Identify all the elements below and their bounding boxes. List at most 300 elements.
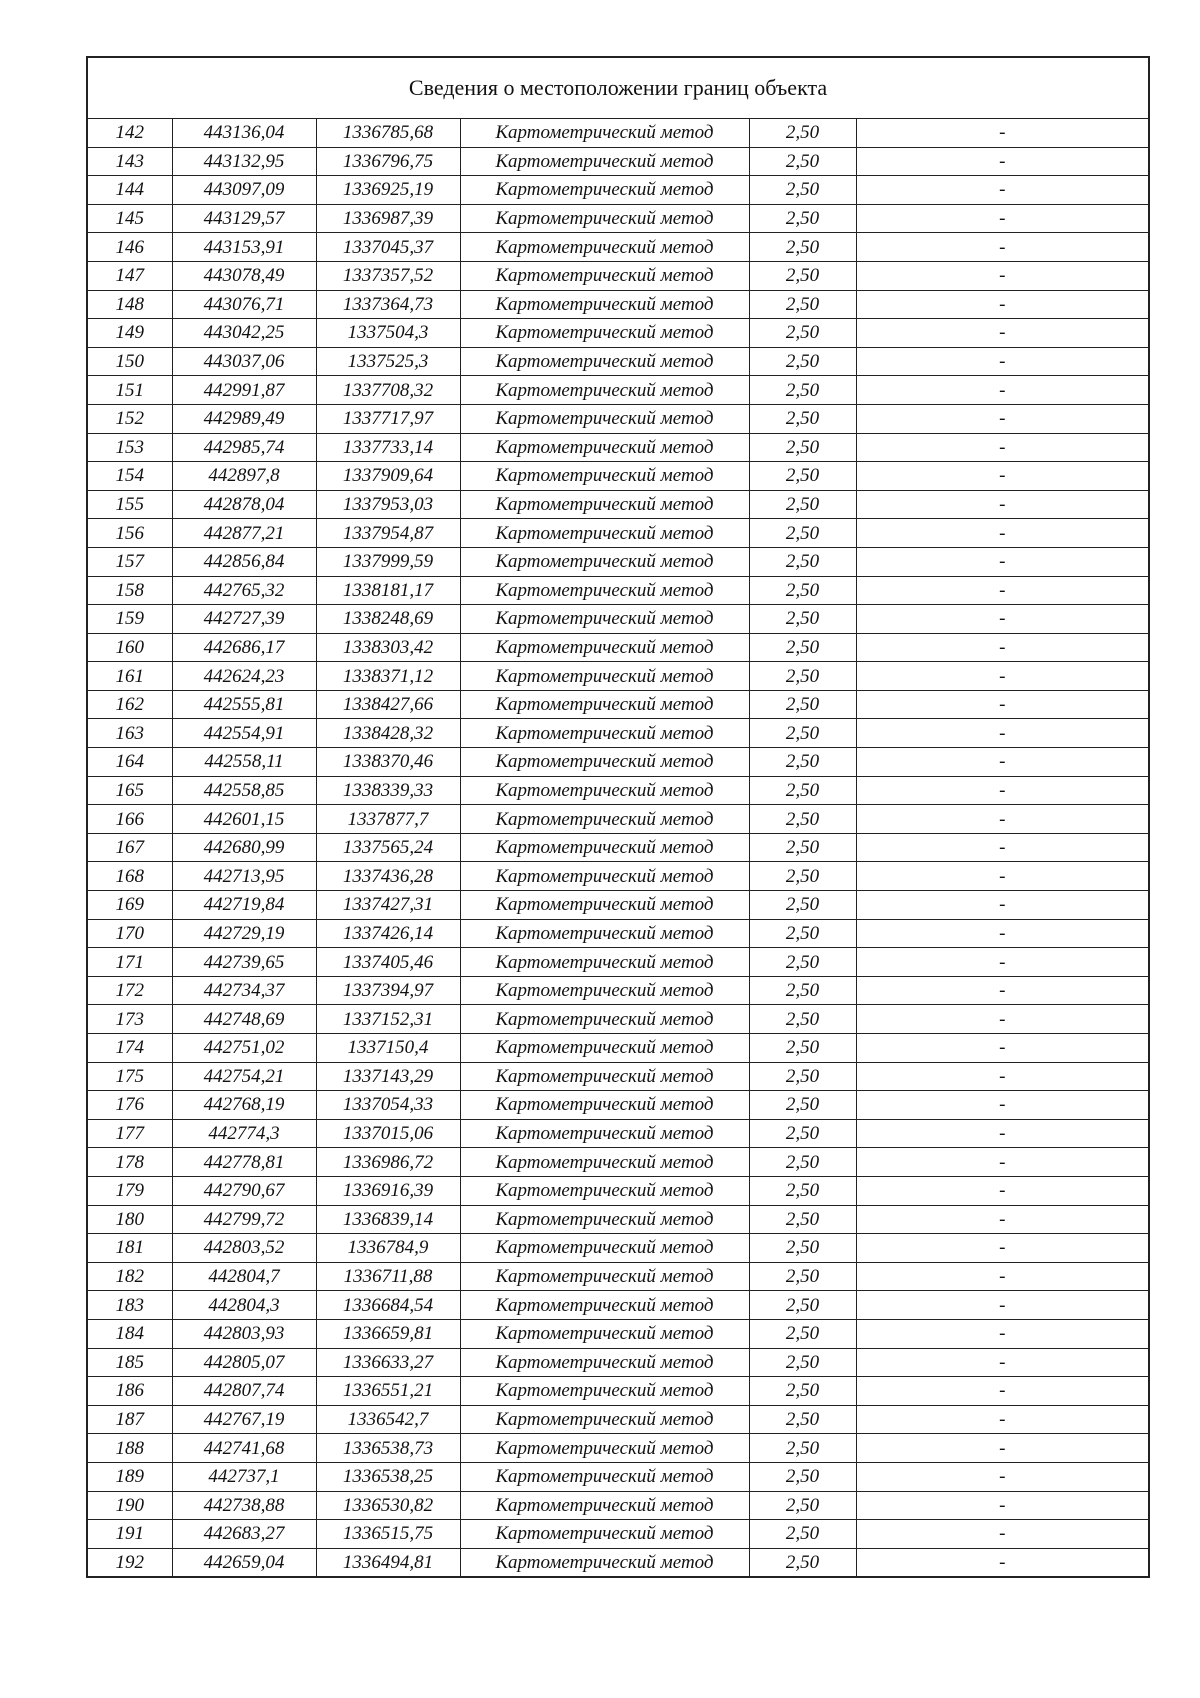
accuracy-cell: 2,50 <box>749 547 856 576</box>
point-number-cell: 178 <box>87 1148 172 1177</box>
method-cell: Картометрический метод <box>460 948 749 977</box>
accuracy-cell: 2,50 <box>749 1034 856 1063</box>
method-cell: Картометрический метод <box>460 290 749 319</box>
accuracy-cell: 2,50 <box>749 1348 856 1377</box>
table-row <box>87 347 1149 376</box>
note-cell: - <box>856 805 1149 834</box>
point-number-cell: 170 <box>87 919 172 948</box>
accuracy-cell: 2,50 <box>749 290 856 319</box>
accuracy-cell: 2,50 <box>749 1548 856 1577</box>
accuracy-cell: 2,50 <box>749 948 856 977</box>
y-coordinate-cell: 1336538,73 <box>316 1434 460 1463</box>
method-cell: Картометрический метод <box>460 1148 749 1177</box>
note-cell: - <box>856 1034 1149 1063</box>
method-cell: Картометрический метод <box>460 404 749 433</box>
table-row <box>87 862 1149 891</box>
note-cell: - <box>856 290 1149 319</box>
accuracy-cell: 2,50 <box>749 1377 856 1406</box>
y-coordinate-cell: 1337999,59 <box>316 547 460 576</box>
y-coordinate-cell: 1336986,72 <box>316 1148 460 1177</box>
method-cell: Картометрический метод <box>460 891 749 920</box>
y-coordinate-cell: 1336684,54 <box>316 1291 460 1320</box>
y-coordinate-cell: 1336633,27 <box>316 1348 460 1377</box>
method-cell: Картометрический метод <box>460 1405 749 1434</box>
accuracy-cell: 2,50 <box>749 261 856 290</box>
point-number-cell: 183 <box>87 1291 172 1320</box>
accuracy-cell: 2,50 <box>749 462 856 491</box>
note-cell: - <box>856 1319 1149 1348</box>
note-cell: - <box>856 1262 1149 1291</box>
table-row <box>87 490 1149 519</box>
point-number-cell: 179 <box>87 1176 172 1205</box>
y-coordinate-cell: 1336987,39 <box>316 204 460 233</box>
x-coordinate-cell: 443042,25 <box>172 319 316 348</box>
x-coordinate-cell: 442686,17 <box>172 633 316 662</box>
note-cell: - <box>856 319 1149 348</box>
method-cell: Картометрический метод <box>460 147 749 176</box>
point-number-cell: 146 <box>87 233 172 262</box>
y-coordinate-cell: 1338371,12 <box>316 662 460 691</box>
x-coordinate-cell: 442804,7 <box>172 1262 316 1291</box>
x-coordinate-cell: 443129,57 <box>172 204 316 233</box>
method-cell: Картометрический метод <box>460 119 749 148</box>
point-number-cell: 144 <box>87 176 172 205</box>
y-coordinate-cell: 1337364,73 <box>316 290 460 319</box>
table-row <box>87 1119 1149 1148</box>
note-cell: - <box>856 1091 1149 1120</box>
accuracy-cell: 2,50 <box>749 1319 856 1348</box>
y-coordinate-cell: 1337394,97 <box>316 976 460 1005</box>
note-cell: - <box>856 1234 1149 1263</box>
table-row <box>87 1520 1149 1549</box>
table-row <box>87 1548 1149 1577</box>
x-coordinate-cell: 442738,88 <box>172 1491 316 1520</box>
x-coordinate-cell: 443136,04 <box>172 119 316 148</box>
y-coordinate-cell: 1337405,46 <box>316 948 460 977</box>
method-cell: Картометрический метод <box>460 519 749 548</box>
x-coordinate-cell: 442751,02 <box>172 1034 316 1063</box>
note-cell: - <box>856 862 1149 891</box>
accuracy-cell: 2,50 <box>749 776 856 805</box>
table-row <box>87 1434 1149 1463</box>
point-number-cell: 154 <box>87 462 172 491</box>
point-number-cell: 161 <box>87 662 172 691</box>
table-row <box>87 1062 1149 1091</box>
note-cell: - <box>856 1205 1149 1234</box>
table-row <box>87 1405 1149 1434</box>
table-row <box>87 290 1149 319</box>
x-coordinate-cell: 442804,3 <box>172 1291 316 1320</box>
accuracy-cell: 2,50 <box>749 576 856 605</box>
accuracy-cell: 2,50 <box>749 233 856 262</box>
note-cell: - <box>856 261 1149 290</box>
method-cell: Картометрический метод <box>460 261 749 290</box>
x-coordinate-cell: 443037,06 <box>172 347 316 376</box>
table-row <box>87 261 1149 290</box>
point-number-cell: 181 <box>87 1234 172 1263</box>
x-coordinate-cell: 442554,91 <box>172 719 316 748</box>
x-coordinate-cell: 442713,95 <box>172 862 316 891</box>
method-cell: Картометрический метод <box>460 662 749 691</box>
boundary-coordinates-sheet <box>86 56 1148 1578</box>
y-coordinate-cell: 1337708,32 <box>316 376 460 405</box>
note-cell: - <box>856 891 1149 920</box>
table-body <box>87 57 1149 1577</box>
y-coordinate-cell: 1336659,81 <box>316 1319 460 1348</box>
method-cell: Картометрический метод <box>460 1348 749 1377</box>
y-coordinate-cell: 1337357,52 <box>316 261 460 290</box>
table-row <box>87 748 1149 777</box>
note-cell: - <box>856 490 1149 519</box>
accuracy-cell: 2,50 <box>749 1091 856 1120</box>
y-coordinate-cell: 1337954,87 <box>316 519 460 548</box>
accuracy-cell: 2,50 <box>749 204 856 233</box>
note-cell: - <box>856 776 1149 805</box>
method-cell: Картометрический метод <box>460 1062 749 1091</box>
table-row <box>87 776 1149 805</box>
note-cell: - <box>856 376 1149 405</box>
note-cell: - <box>856 147 1149 176</box>
accuracy-cell: 2,50 <box>749 519 856 548</box>
method-cell: Картометрический метод <box>460 690 749 719</box>
table-row <box>87 462 1149 491</box>
x-coordinate-cell: 442799,72 <box>172 1205 316 1234</box>
x-coordinate-cell: 442768,19 <box>172 1091 316 1120</box>
x-coordinate-cell: 442856,84 <box>172 547 316 576</box>
y-coordinate-cell: 1337427,31 <box>316 891 460 920</box>
accuracy-cell: 2,50 <box>749 319 856 348</box>
method-cell: Картометрический метод <box>460 1262 749 1291</box>
method-cell: Картометрический метод <box>460 1377 749 1406</box>
method-cell: Картометрический метод <box>460 462 749 491</box>
method-cell: Картометрический метод <box>460 719 749 748</box>
accuracy-cell: 2,50 <box>749 433 856 462</box>
point-number-cell: 175 <box>87 1062 172 1091</box>
note-cell: - <box>856 1462 1149 1491</box>
point-number-cell: 180 <box>87 1205 172 1234</box>
accuracy-cell: 2,50 <box>749 1062 856 1091</box>
x-coordinate-cell: 442790,67 <box>172 1176 316 1205</box>
table-title: Сведения о местоположении границ объекта <box>87 57 1149 119</box>
table-row <box>87 690 1149 719</box>
x-coordinate-cell: 442754,21 <box>172 1062 316 1091</box>
method-cell: Картометрический метод <box>460 319 749 348</box>
method-cell: Картометрический метод <box>460 347 749 376</box>
point-number-cell: 150 <box>87 347 172 376</box>
note-cell: - <box>856 748 1149 777</box>
point-number-cell: 143 <box>87 147 172 176</box>
note-cell: - <box>856 1291 1149 1320</box>
method-cell: Картометрический метод <box>460 1005 749 1034</box>
method-cell: Картометрический метод <box>460 1520 749 1549</box>
note-cell: - <box>856 233 1149 262</box>
y-coordinate-cell: 1337436,28 <box>316 862 460 891</box>
method-cell: Картометрический метод <box>460 633 749 662</box>
point-number-cell: 182 <box>87 1262 172 1291</box>
x-coordinate-cell: 443153,91 <box>172 233 316 262</box>
point-number-cell: 167 <box>87 833 172 862</box>
method-cell: Картометрический метод <box>460 1091 749 1120</box>
note-cell: - <box>856 462 1149 491</box>
accuracy-cell: 2,50 <box>749 1005 856 1034</box>
table-row <box>87 919 1149 948</box>
y-coordinate-cell: 1337733,14 <box>316 433 460 462</box>
x-coordinate-cell: 442739,65 <box>172 948 316 977</box>
y-coordinate-cell: 1337054,33 <box>316 1091 460 1120</box>
accuracy-cell: 2,50 <box>749 1119 856 1148</box>
boundary-coordinates-table <box>86 56 1150 1578</box>
y-coordinate-cell: 1336796,75 <box>316 147 460 176</box>
note-cell: - <box>856 1377 1149 1406</box>
note-cell: - <box>856 1405 1149 1434</box>
point-number-cell: 148 <box>87 290 172 319</box>
y-coordinate-cell: 1336785,68 <box>316 119 460 148</box>
x-coordinate-cell: 442558,11 <box>172 748 316 777</box>
y-coordinate-cell: 1337426,14 <box>316 919 460 948</box>
method-cell: Картометрический метод <box>460 1434 749 1463</box>
note-cell: - <box>856 719 1149 748</box>
method-cell: Картометрический метод <box>460 1319 749 1348</box>
point-number-cell: 189 <box>87 1462 172 1491</box>
table-row <box>87 1005 1149 1034</box>
accuracy-cell: 2,50 <box>749 1176 856 1205</box>
table-row <box>87 1291 1149 1320</box>
x-coordinate-cell: 442897,8 <box>172 462 316 491</box>
table-row <box>87 233 1149 262</box>
x-coordinate-cell: 442555,81 <box>172 690 316 719</box>
y-coordinate-cell: 1336538,25 <box>316 1462 460 1491</box>
point-number-cell: 158 <box>87 576 172 605</box>
x-coordinate-cell: 442989,49 <box>172 404 316 433</box>
x-coordinate-cell: 442778,81 <box>172 1148 316 1177</box>
y-coordinate-cell: 1337152,31 <box>316 1005 460 1034</box>
method-cell: Картометрический метод <box>460 776 749 805</box>
note-cell: - <box>856 1434 1149 1463</box>
note-cell: - <box>856 1348 1149 1377</box>
point-number-cell: 162 <box>87 690 172 719</box>
table-row <box>87 1176 1149 1205</box>
table-row <box>87 891 1149 920</box>
method-cell: Картометрический метод <box>460 805 749 834</box>
table-row <box>87 147 1149 176</box>
method-cell: Картометрический метод <box>460 233 749 262</box>
method-cell: Картометрический метод <box>460 376 749 405</box>
point-number-cell: 147 <box>87 261 172 290</box>
y-coordinate-cell: 1338428,32 <box>316 719 460 748</box>
table-row <box>87 1234 1149 1263</box>
point-number-cell: 171 <box>87 948 172 977</box>
y-coordinate-cell: 1337909,64 <box>316 462 460 491</box>
point-number-cell: 160 <box>87 633 172 662</box>
table-row <box>87 1262 1149 1291</box>
note-cell: - <box>856 605 1149 634</box>
point-number-cell: 151 <box>87 376 172 405</box>
table-row <box>87 547 1149 576</box>
x-coordinate-cell: 443076,71 <box>172 290 316 319</box>
table-row <box>87 1091 1149 1120</box>
note-cell: - <box>856 976 1149 1005</box>
table-row <box>87 319 1149 348</box>
x-coordinate-cell: 442601,15 <box>172 805 316 834</box>
point-number-cell: 169 <box>87 891 172 920</box>
method-cell: Картометрический метод <box>460 862 749 891</box>
x-coordinate-cell: 442807,74 <box>172 1377 316 1406</box>
table-row <box>87 1491 1149 1520</box>
accuracy-cell: 2,50 <box>749 1434 856 1463</box>
x-coordinate-cell: 442878,04 <box>172 490 316 519</box>
table-row <box>87 1205 1149 1234</box>
point-number-cell: 156 <box>87 519 172 548</box>
note-cell: - <box>856 690 1149 719</box>
y-coordinate-cell: 1336916,39 <box>316 1176 460 1205</box>
accuracy-cell: 2,50 <box>749 719 856 748</box>
point-number-cell: 173 <box>87 1005 172 1034</box>
note-cell: - <box>856 1148 1149 1177</box>
method-cell: Картометрический метод <box>460 1291 749 1320</box>
y-coordinate-cell: 1338303,42 <box>316 633 460 662</box>
note-cell: - <box>856 176 1149 205</box>
y-coordinate-cell: 1336530,82 <box>316 1491 460 1520</box>
y-coordinate-cell: 1337150,4 <box>316 1034 460 1063</box>
accuracy-cell: 2,50 <box>749 1291 856 1320</box>
method-cell: Картометрический метод <box>460 433 749 462</box>
table-row <box>87 376 1149 405</box>
point-number-cell: 191 <box>87 1520 172 1549</box>
accuracy-cell: 2,50 <box>749 662 856 691</box>
x-coordinate-cell: 443097,09 <box>172 176 316 205</box>
point-number-cell: 176 <box>87 1091 172 1120</box>
method-cell: Картометрический метод <box>460 576 749 605</box>
note-cell: - <box>856 833 1149 862</box>
point-number-cell: 184 <box>87 1319 172 1348</box>
note-cell: - <box>856 433 1149 462</box>
note-cell: - <box>856 1176 1149 1205</box>
point-number-cell: 190 <box>87 1491 172 1520</box>
y-coordinate-cell: 1338181,17 <box>316 576 460 605</box>
method-cell: Картометрический метод <box>460 204 749 233</box>
x-coordinate-cell: 443132,95 <box>172 147 316 176</box>
method-cell: Картометрический метод <box>460 1205 749 1234</box>
y-coordinate-cell: 1337565,24 <box>316 833 460 862</box>
table-row <box>87 1377 1149 1406</box>
x-coordinate-cell: 442991,87 <box>172 376 316 405</box>
x-coordinate-cell: 442765,32 <box>172 576 316 605</box>
note-cell: - <box>856 547 1149 576</box>
table-row <box>87 805 1149 834</box>
y-coordinate-cell: 1336515,75 <box>316 1520 460 1549</box>
accuracy-cell: 2,50 <box>749 1462 856 1491</box>
y-coordinate-cell: 1338370,46 <box>316 748 460 777</box>
x-coordinate-cell: 442803,93 <box>172 1319 316 1348</box>
y-coordinate-cell: 1338339,33 <box>316 776 460 805</box>
x-coordinate-cell: 442734,37 <box>172 976 316 1005</box>
accuracy-cell: 2,50 <box>749 147 856 176</box>
y-coordinate-cell: 1337877,7 <box>316 805 460 834</box>
method-cell: Картометрический метод <box>460 490 749 519</box>
note-cell: - <box>856 519 1149 548</box>
accuracy-cell: 2,50 <box>749 919 856 948</box>
note-cell: - <box>856 1491 1149 1520</box>
point-number-cell: 166 <box>87 805 172 834</box>
point-number-cell: 185 <box>87 1348 172 1377</box>
table-row <box>87 1348 1149 1377</box>
table-row <box>87 948 1149 977</box>
point-number-cell: 145 <box>87 204 172 233</box>
note-cell: - <box>856 919 1149 948</box>
accuracy-cell: 2,50 <box>749 404 856 433</box>
accuracy-cell: 2,50 <box>749 805 856 834</box>
accuracy-cell: 2,50 <box>749 633 856 662</box>
y-coordinate-cell: 1336839,14 <box>316 1205 460 1234</box>
method-cell: Картометрический метод <box>460 1119 749 1148</box>
table-row <box>87 976 1149 1005</box>
method-cell: Картометрический метод <box>460 605 749 634</box>
table-row <box>87 833 1149 862</box>
accuracy-cell: 2,50 <box>749 605 856 634</box>
point-number-cell: 163 <box>87 719 172 748</box>
method-cell: Картометрический метод <box>460 976 749 1005</box>
accuracy-cell: 2,50 <box>749 891 856 920</box>
point-number-cell: 187 <box>87 1405 172 1434</box>
point-number-cell: 186 <box>87 1377 172 1406</box>
accuracy-cell: 2,50 <box>749 1148 856 1177</box>
y-coordinate-cell: 1337143,29 <box>316 1062 460 1091</box>
x-coordinate-cell: 442680,99 <box>172 833 316 862</box>
method-cell: Картометрический метод <box>460 919 749 948</box>
x-coordinate-cell: 442774,3 <box>172 1119 316 1148</box>
note-cell: - <box>856 633 1149 662</box>
y-coordinate-cell: 1336551,21 <box>316 1377 460 1406</box>
point-number-cell: 177 <box>87 1119 172 1148</box>
point-number-cell: 164 <box>87 748 172 777</box>
accuracy-cell: 2,50 <box>749 862 856 891</box>
note-cell: - <box>856 1005 1149 1034</box>
x-coordinate-cell: 442748,69 <box>172 1005 316 1034</box>
method-cell: Картометрический метод <box>460 1462 749 1491</box>
table-row <box>87 1148 1149 1177</box>
method-cell: Картометрический метод <box>460 748 749 777</box>
table-row <box>87 433 1149 462</box>
method-cell: Картометрический метод <box>460 1491 749 1520</box>
point-number-cell: 172 <box>87 976 172 1005</box>
x-coordinate-cell: 442877,21 <box>172 519 316 548</box>
y-coordinate-cell: 1336494,81 <box>316 1548 460 1577</box>
point-number-cell: 155 <box>87 490 172 519</box>
table-row <box>87 576 1149 605</box>
accuracy-cell: 2,50 <box>749 1520 856 1549</box>
method-cell: Картометрический метод <box>460 547 749 576</box>
table-row <box>87 1319 1149 1348</box>
accuracy-cell: 2,50 <box>749 376 856 405</box>
y-coordinate-cell: 1337525,3 <box>316 347 460 376</box>
method-cell: Картометрический метод <box>460 1548 749 1577</box>
note-cell: - <box>856 1548 1149 1577</box>
table-row <box>87 719 1149 748</box>
method-cell: Картометрический метод <box>460 833 749 862</box>
table-row <box>87 204 1149 233</box>
accuracy-cell: 2,50 <box>749 1205 856 1234</box>
table-row <box>87 176 1149 205</box>
note-cell: - <box>856 1520 1149 1549</box>
note-cell: - <box>856 948 1149 977</box>
accuracy-cell: 2,50 <box>749 1405 856 1434</box>
accuracy-cell: 2,50 <box>749 490 856 519</box>
accuracy-cell: 2,50 <box>749 748 856 777</box>
x-coordinate-cell: 443078,49 <box>172 261 316 290</box>
y-coordinate-cell: 1337015,06 <box>316 1119 460 1148</box>
x-coordinate-cell: 442805,07 <box>172 1348 316 1377</box>
title-row <box>87 57 1149 119</box>
